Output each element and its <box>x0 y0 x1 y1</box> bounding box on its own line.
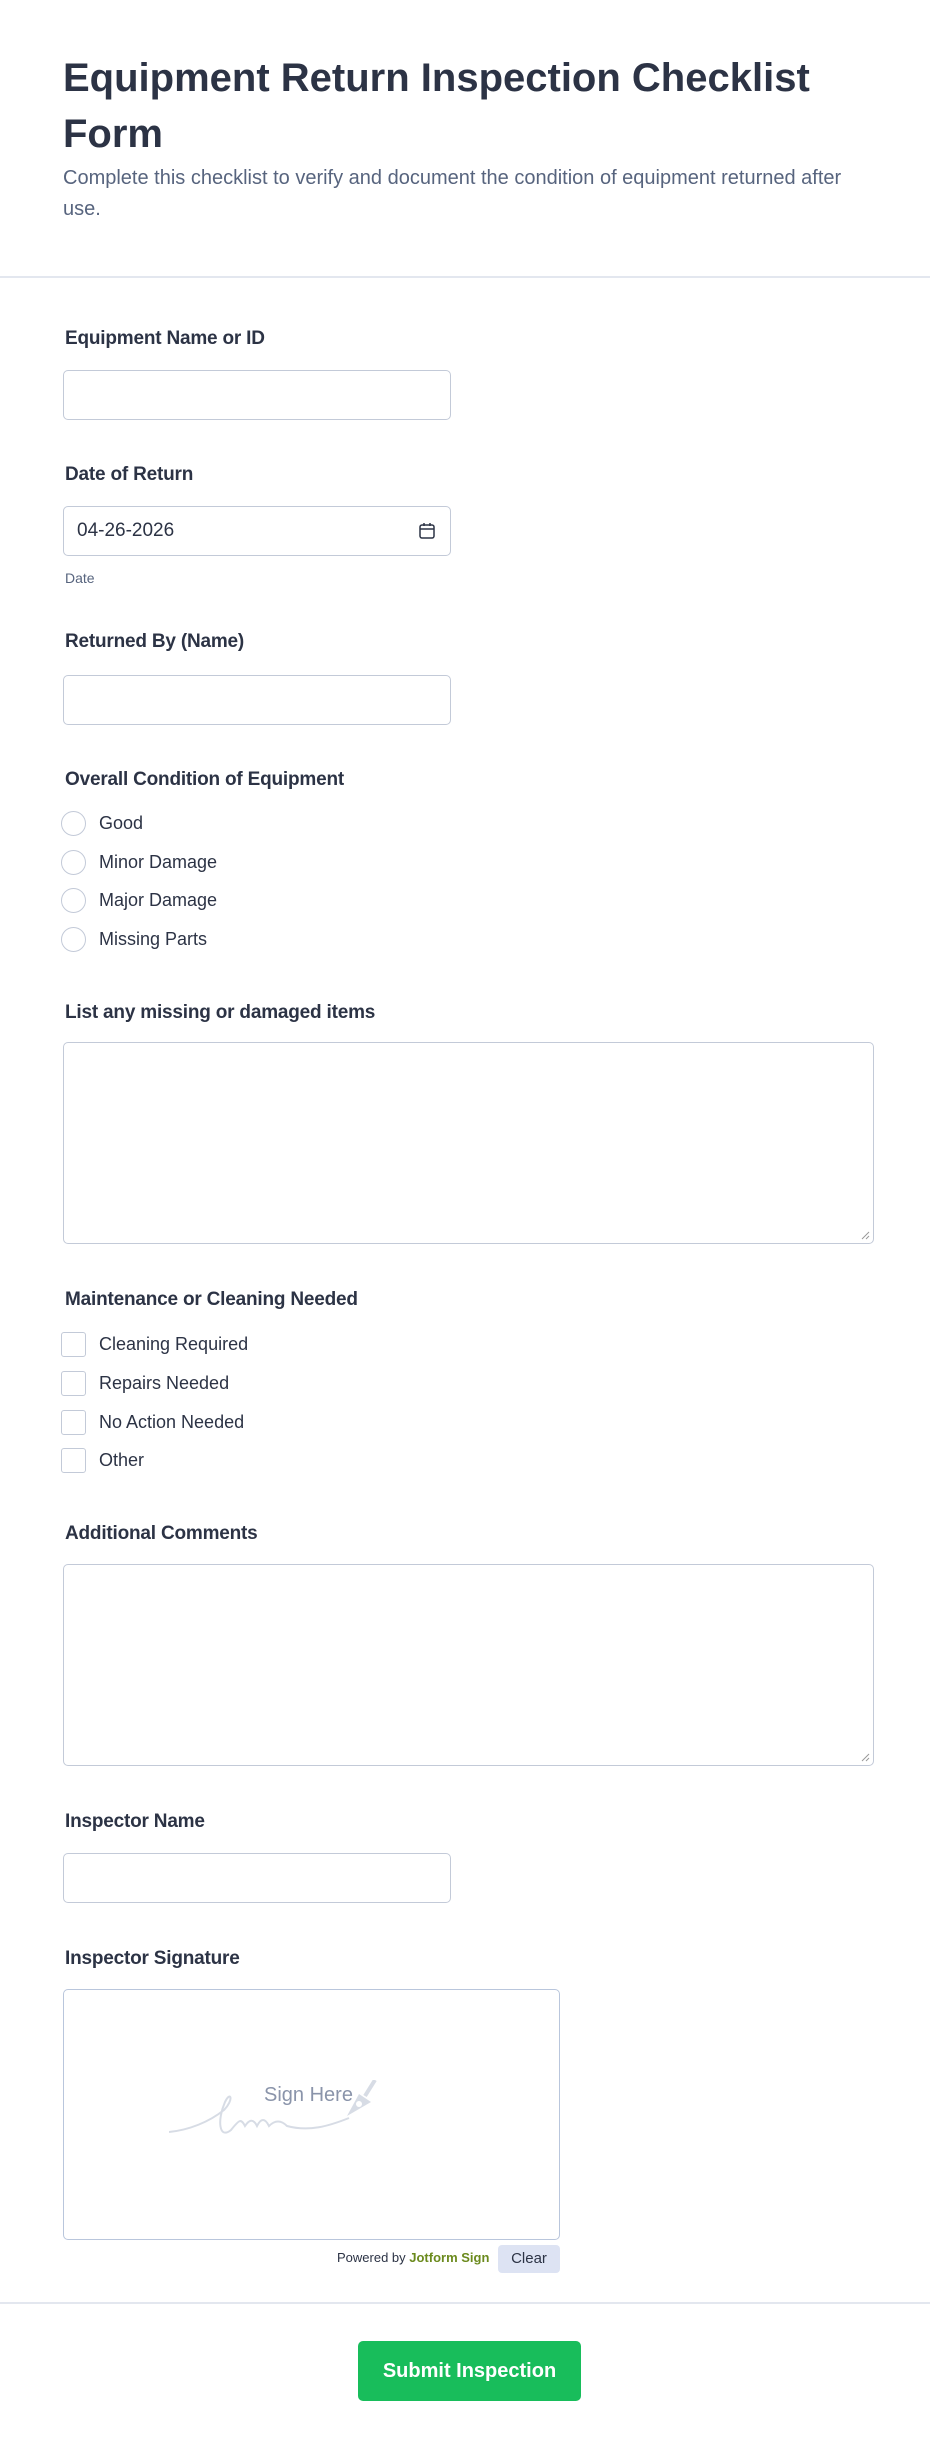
inspector-name-input[interactable] <box>63 1853 451 1903</box>
maintenance-option-other[interactable] <box>61 1446 144 1474</box>
equipment-input[interactable] <box>63 370 451 420</box>
equipment-label: Equipment Name or ID <box>65 328 265 349</box>
signature-pad[interactable] <box>63 1989 560 2240</box>
signature-label: Inspector Signature <box>65 1948 240 1969</box>
footer-divider <box>0 2302 930 2304</box>
comments-textarea[interactable] <box>63 1564 874 1766</box>
submit-button[interactable]: Submit Inspection <box>358 2341 581 2401</box>
checkbox[interactable] <box>61 1448 86 1473</box>
date-sublabel: Date <box>65 570 95 586</box>
clear-signature-button[interactable]: Clear <box>498 2245 560 2273</box>
signature-scribble-icon <box>169 2080 469 2140</box>
resize-handle-icon[interactable] <box>861 1231 870 1240</box>
option-label: Missing Parts <box>99 928 208 949</box>
returned-by-input[interactable] <box>63 675 451 725</box>
returned-by-label: Returned By (Name) <box>65 631 245 652</box>
checkbox[interactable] <box>61 1371 86 1396</box>
comments-label: Additional Comments <box>65 1523 258 1544</box>
condition-label: Overall Condition of Equipment <box>65 769 345 790</box>
sign-here-placeholder: Sign Here <box>264 2084 353 2106</box>
maintenance-option-cleaning[interactable] <box>61 1330 248 1358</box>
option-label: Major Damage <box>99 889 218 910</box>
missing-items-textarea[interactable] <box>63 1042 874 1244</box>
option-label: Repairs Needed <box>99 1372 230 1393</box>
date-label: Date of Return <box>65 464 194 485</box>
missing-items-label: List any missing or damaged items <box>65 1002 376 1023</box>
radio-button[interactable] <box>61 850 86 875</box>
option-label: Minor Damage <box>99 851 218 872</box>
checkbox[interactable] <box>61 1332 86 1357</box>
maintenance-option-no-action[interactable] <box>61 1408 244 1436</box>
option-label: Cleaning Required <box>99 1333 249 1354</box>
radio-button[interactable] <box>61 927 86 952</box>
page-title: Equipment Return Inspection Checklist Form <box>63 56 810 156</box>
header-divider <box>0 276 930 278</box>
condition-option-good[interactable] <box>61 809 143 837</box>
powered-by-text <box>337 2250 489 2265</box>
resize-handle-icon[interactable] <box>861 1753 870 1762</box>
page-subtitle: Complete this checklist to verify and document the condition of equipment returned after use. <box>63 167 842 220</box>
option-label: Other <box>99 1449 145 1470</box>
calendar-icon[interactable] <box>418 521 436 541</box>
maintenance-label: Maintenance or Cleaning Needed <box>65 1289 358 1310</box>
date-input[interactable] <box>63 506 451 556</box>
powered-prefix: Powered by <box>337 2250 410 2265</box>
option-label: Good <box>99 812 144 833</box>
checkbox[interactable] <box>61 1410 86 1435</box>
condition-option-missing-parts[interactable] <box>61 925 207 953</box>
maintenance-option-repairs[interactable] <box>61 1369 229 1397</box>
inspector-name-label: Inspector Name <box>65 1811 205 1832</box>
jotform-sign-link[interactable]: Jotform Sign <box>409 2250 490 2265</box>
radio-button[interactable] <box>61 888 86 913</box>
option-label: No Action Needed <box>99 1411 245 1432</box>
condition-option-major-damage[interactable] <box>61 886 217 914</box>
condition-option-minor-damage[interactable] <box>61 848 217 876</box>
radio-button[interactable] <box>61 811 86 836</box>
date-value: 04-26-2026 <box>77 520 175 541</box>
